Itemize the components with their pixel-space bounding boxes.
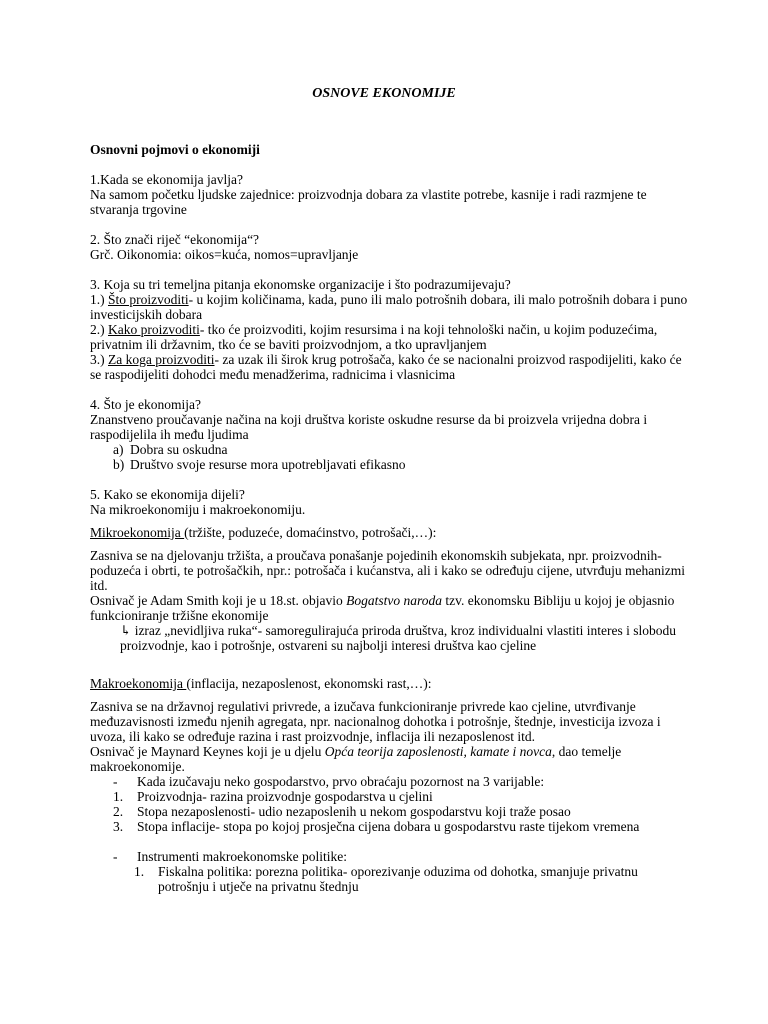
answer-5: Na mikroekonomiju i makroekonomiju.: [90, 502, 306, 517]
question-1: 1.Kada se ekonomija javlja?: [90, 172, 243, 187]
list-item: 1. Proizvodnja- razina proizvodnje gospodarstva u cjelini: [113, 789, 433, 804]
answer-1: Na samom početku ljudske zajednice: proizvodnja dobara za vlastite potrebe, kasnije i radi razmjene te stvaranja trgovine: [90, 187, 647, 217]
macro-paragraph-1: Zasniva se na državnoj regulativi privrede, a izučava funkcioniranje privrede kao cjeline, utvrđivanje međuzavisnosti između njenih agregata, npr. nacionalnog dohotka i potrošnje, štednje, investicija izvoza i uvoza, ili kako se određuje razina i rast proizvodnje, inflacija ili nezaposlenost itd.: [90, 699, 661, 744]
list-item: 3. Stopa inflacije- stopa po kojoj prosječna cijena dobara u gospodarstvu raste tijekom vremena: [113, 819, 640, 834]
answer-2: Grč. Oikonomia: oikos=kuća, nomos=upravljanje: [90, 247, 359, 262]
micro-paragraph-2: Osnivač je Adam Smith koji je u 18.st. objavio Bogatstvo naroda tzv. ekonomsku Bibliju u kojoj je objasnio funkcioniranje tržišne ekonomije: [90, 593, 675, 623]
arrow-icon: ↳: [120, 623, 132, 638]
macro-paragraph-2: Osnivač je Maynard Keynes koji je u djelu Opća teorija zaposlenosti, kamate i novca, dao temelje makroekonomije.: [90, 744, 622, 774]
micro-heading: Mikroekonomija (tržište, poduzeće, domaćinstvo, potrošači,…):: [90, 525, 437, 540]
list-item: - Kada izučavaju neko gospodarstvo, prvo obraćaju pozornost na 3 varijable:: [113, 774, 545, 789]
q3-item-1: 1.) Što proizvoditi- u kojim količinama, kada, puno ili malo potrošnih dobara, ili malo potrošnih dobara i puno investicijskih dobara: [90, 292, 688, 322]
document-body: [90, 142, 690, 894]
macro-heading: Makroekonomija (inflacija, nezaposlenost, ekonomski rast,…):: [90, 676, 432, 691]
question-4: 4. Što je ekonomija?: [90, 397, 201, 412]
q3-item-3: 3.) Za koga proizvoditi- za uzak ili širok krug potrošača, kako će se nacionalni proizvod raspodijeliti, kako će se raspodijeliti dohodci među menadžerima, radnicima i vlasnicima: [90, 352, 682, 382]
micro-paragraph-1: Zasniva se na djelovanju tržišta, a proučava ponašanje pojedinih ekonomskih subjekata, npr. proizvodnih- poduzeća i obrti, te potrošačkih, npr.: potrošača i kućanstva, ali i kako se određuju cijene, utvrđuju mehanizmi itd.: [90, 548, 685, 593]
answer-4: Znanstveno proučavanje načina na koji društva koriste oskudne resurse da bi proizvela vrijedna dobra i raspodijelila ih među ljudima: [90, 412, 648, 442]
question-3: 3. Koja su tri temeljna pitanja ekonomske organizacije i što podrazumijevaju?: [90, 277, 511, 292]
section-heading: Osnovni pojmovi o ekonomiji: [90, 142, 260, 157]
list-item: 1. Fiskalna politika: porezna politika- oporezivanje oduzima od dohotka, smanjuje privatnu potrošnju i utječe na privatnu štednju: [134, 864, 638, 894]
question-5: 5. Kako se ekonomija dijeli?: [90, 487, 245, 502]
list-item: a) Dobra su oskudna: [113, 442, 228, 457]
q3-item-2: 2.) Kako proizvoditi- tko će proizvoditi, kojim resursima i na koji tehnološki način, u kojim poduzećima, privatnim ili državnim, tko će se baviti proizvodnjom, a tko upravljanjem: [90, 322, 658, 352]
list-item: - Instrumenti makroekonomske politike:: [113, 849, 347, 864]
document-title: OSNOVE EKONOMIJE: [312, 86, 456, 101]
list-item: b) Društvo svoje resurse mora upotrebljavati efikasno: [113, 457, 406, 472]
question-2: 2. Što znači riječ “ekonomija“?: [90, 232, 260, 247]
micro-arrow-note: ↳ izraz „nevidljiva ruka“- samoregulirajuća priroda društva, kroz individualni vlastiti interes i slobodu proizvodnje, kao i potrošnje, ostvareni su najbolji interesi društva kao cjeline: [120, 623, 677, 653]
list-item: 2. Stopa nezaposlenosti- udio nezaposlenih u nekom gospodarstvu koji traže posao: [113, 804, 571, 819]
